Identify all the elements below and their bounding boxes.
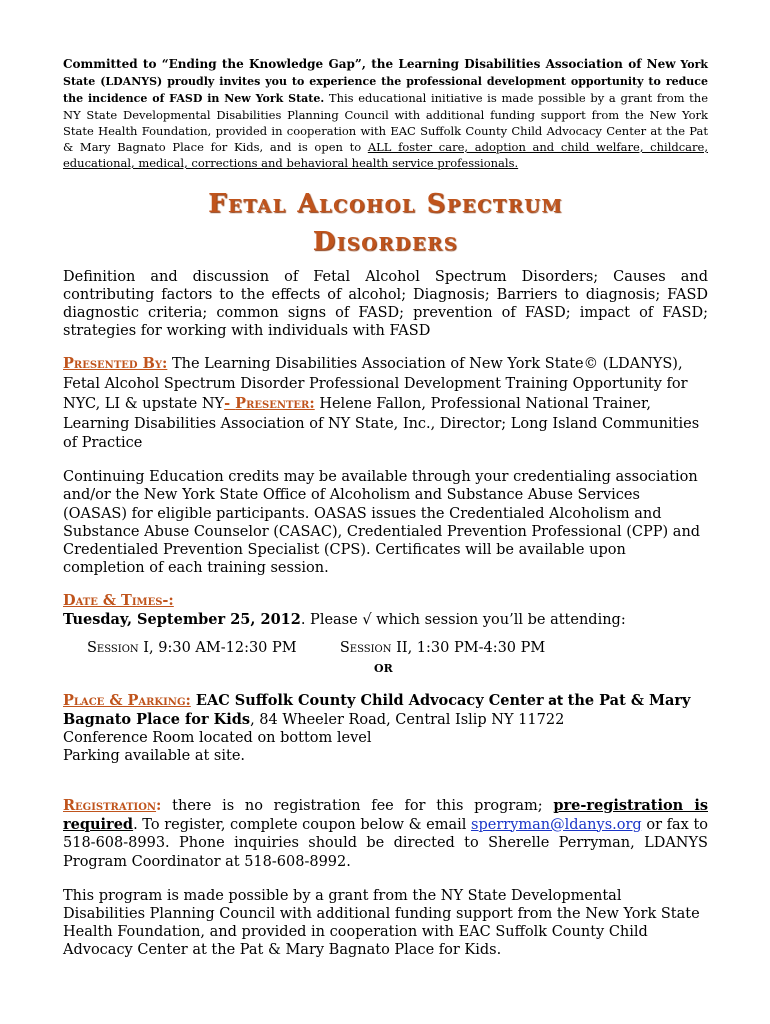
venue-place: the Pat & Mary Bagnato Place for Kids (63, 692, 691, 728)
venue-name: EAC Suffolk County Child Advocacy Center (190, 692, 544, 709)
session-1[interactable] (87, 640, 297, 656)
continuing-education-paragraph: Continuing Education credits may be available through your credentialing association and/or the New York State Office of Alcoholism and Substance Abuse Services (OASAS) for eligible participants. OASAS issues the Credentialed Alcoholism and Substance Abuse Counselor (CASAC), Credentialed Prevention Professional (CPP) and Credentialed Prevention Specialist (CPS). Certificates will be available upon completion of each training session. (63, 469, 701, 577)
definition-paragraph: Definition and discussion of Fetal Alcohol Spectrum Disorders; Causes and contributing factors to the effects of alcohol; Diagnosis; Barriers to diagnosis; FASD diagnostic criteria; common signs of FASD; prevention of FASD; impact of FASD; strategies for working with individuals with FASD (63, 269, 708, 339)
registration-section (63, 797, 708, 871)
presented-by-text: The Learning Disabilities Association of New York State© (LDANYS), Fetal Alcohol Spectrum Disorder Professional Development Training Opportunity for NYC, LI & upstate NY (63, 356, 688, 412)
place-line (63, 692, 708, 729)
grant-paragraph: This program is made possible by a grant from the NY State Developmental Disabilities Planning Council with additional funding support from the New York State Health Foundation, and provided in cooperation with EAC Suffolk County Child Advocacy Center at the Pat & Mary Bagnato Place for Kids. (63, 888, 700, 958)
session-2[interactable] (340, 640, 545, 656)
presenter-dash: - (224, 395, 236, 412)
session-2-label: Session (339, 640, 392, 656)
registration-text-1: there is no registration fee for this program; (161, 798, 554, 814)
intro-bold-invite: York State (LDANYS) proudly invites you to experience the professional development opportunity to reduce the incidence of FASD in New York State. (63, 58, 708, 105)
or-separator: OR (374, 662, 393, 675)
intro-audience: ALL foster care, adoption and child welfare, childcare, educational, medical, corrections and behavioral health service professionals. (63, 140, 709, 170)
presenter-text: Helene Fallon, Professional National Trainer, Learning Disabilities Association of NY State, Inc., Director; Long Island Communities of Practice (63, 396, 700, 451)
parking-line: Parking available at site. (63, 748, 246, 764)
intro-paragraph (63, 56, 708, 171)
presented-by-heading: Presented By: (63, 355, 168, 372)
event-date: Tuesday, September 25, 2012 (63, 611, 301, 628)
date-line (63, 610, 708, 630)
registration-text-3: or fax to 518-608-8993. Phone inquiries should be directed to Sherelle Perryman, LDANYS Program Coordinator at 518-608-8992. (63, 816, 708, 870)
registration-heading: Registration (63, 797, 157, 814)
date-times-heading: Date & Times-: (63, 592, 174, 609)
page-title (63, 185, 708, 261)
session-1-time: I, 9:30 AM-12:30 PM (138, 640, 297, 656)
session-instruction: . Please √ which session you’ll be attending: (300, 612, 626, 628)
title-line-2: Disorders (312, 227, 459, 257)
presenter-heading: Presenter: (235, 395, 315, 412)
title-line-1: Fetal Alcohol Spectrum (208, 189, 563, 219)
presented-by-section (63, 354, 708, 454)
place-parking-section (63, 692, 708, 765)
session-options (87, 640, 545, 656)
date-times-section (63, 591, 708, 630)
venue-at: at (543, 694, 568, 709)
registration-email-link[interactable]: sperryman@ldanys.org (471, 816, 642, 833)
conference-room-line: Conference Room located on bottom level (63, 730, 372, 746)
registration-colon: : (156, 797, 162, 814)
session-1-label: Session (87, 640, 139, 656)
place-heading: Place & Parking: (63, 692, 191, 709)
registration-text-2: . To register, complete coupon below & email (133, 816, 472, 833)
intro-bold-lead: Committed to “Ending the Knowledge Gap”, the Learning Disabilities Association of New (63, 57, 676, 71)
intro-text: This educational initiative is made possible by a grant from the NY State Developmental Disabilities Planning Council with additional funding support from the New York State Health Foundation, provided in cooperation with EAC Suffolk County Child Advocacy Center at the Pat & Mary Bagnato Place for Kids, and is open to (63, 91, 708, 154)
pre-registration-required: pre-registration is required (63, 797, 708, 833)
venue-address: , 84 Wheeler Road, Central Islip NY 11722 (250, 712, 565, 728)
session-2-time: II, 1:30 PM-4:30 PM (391, 640, 546, 656)
